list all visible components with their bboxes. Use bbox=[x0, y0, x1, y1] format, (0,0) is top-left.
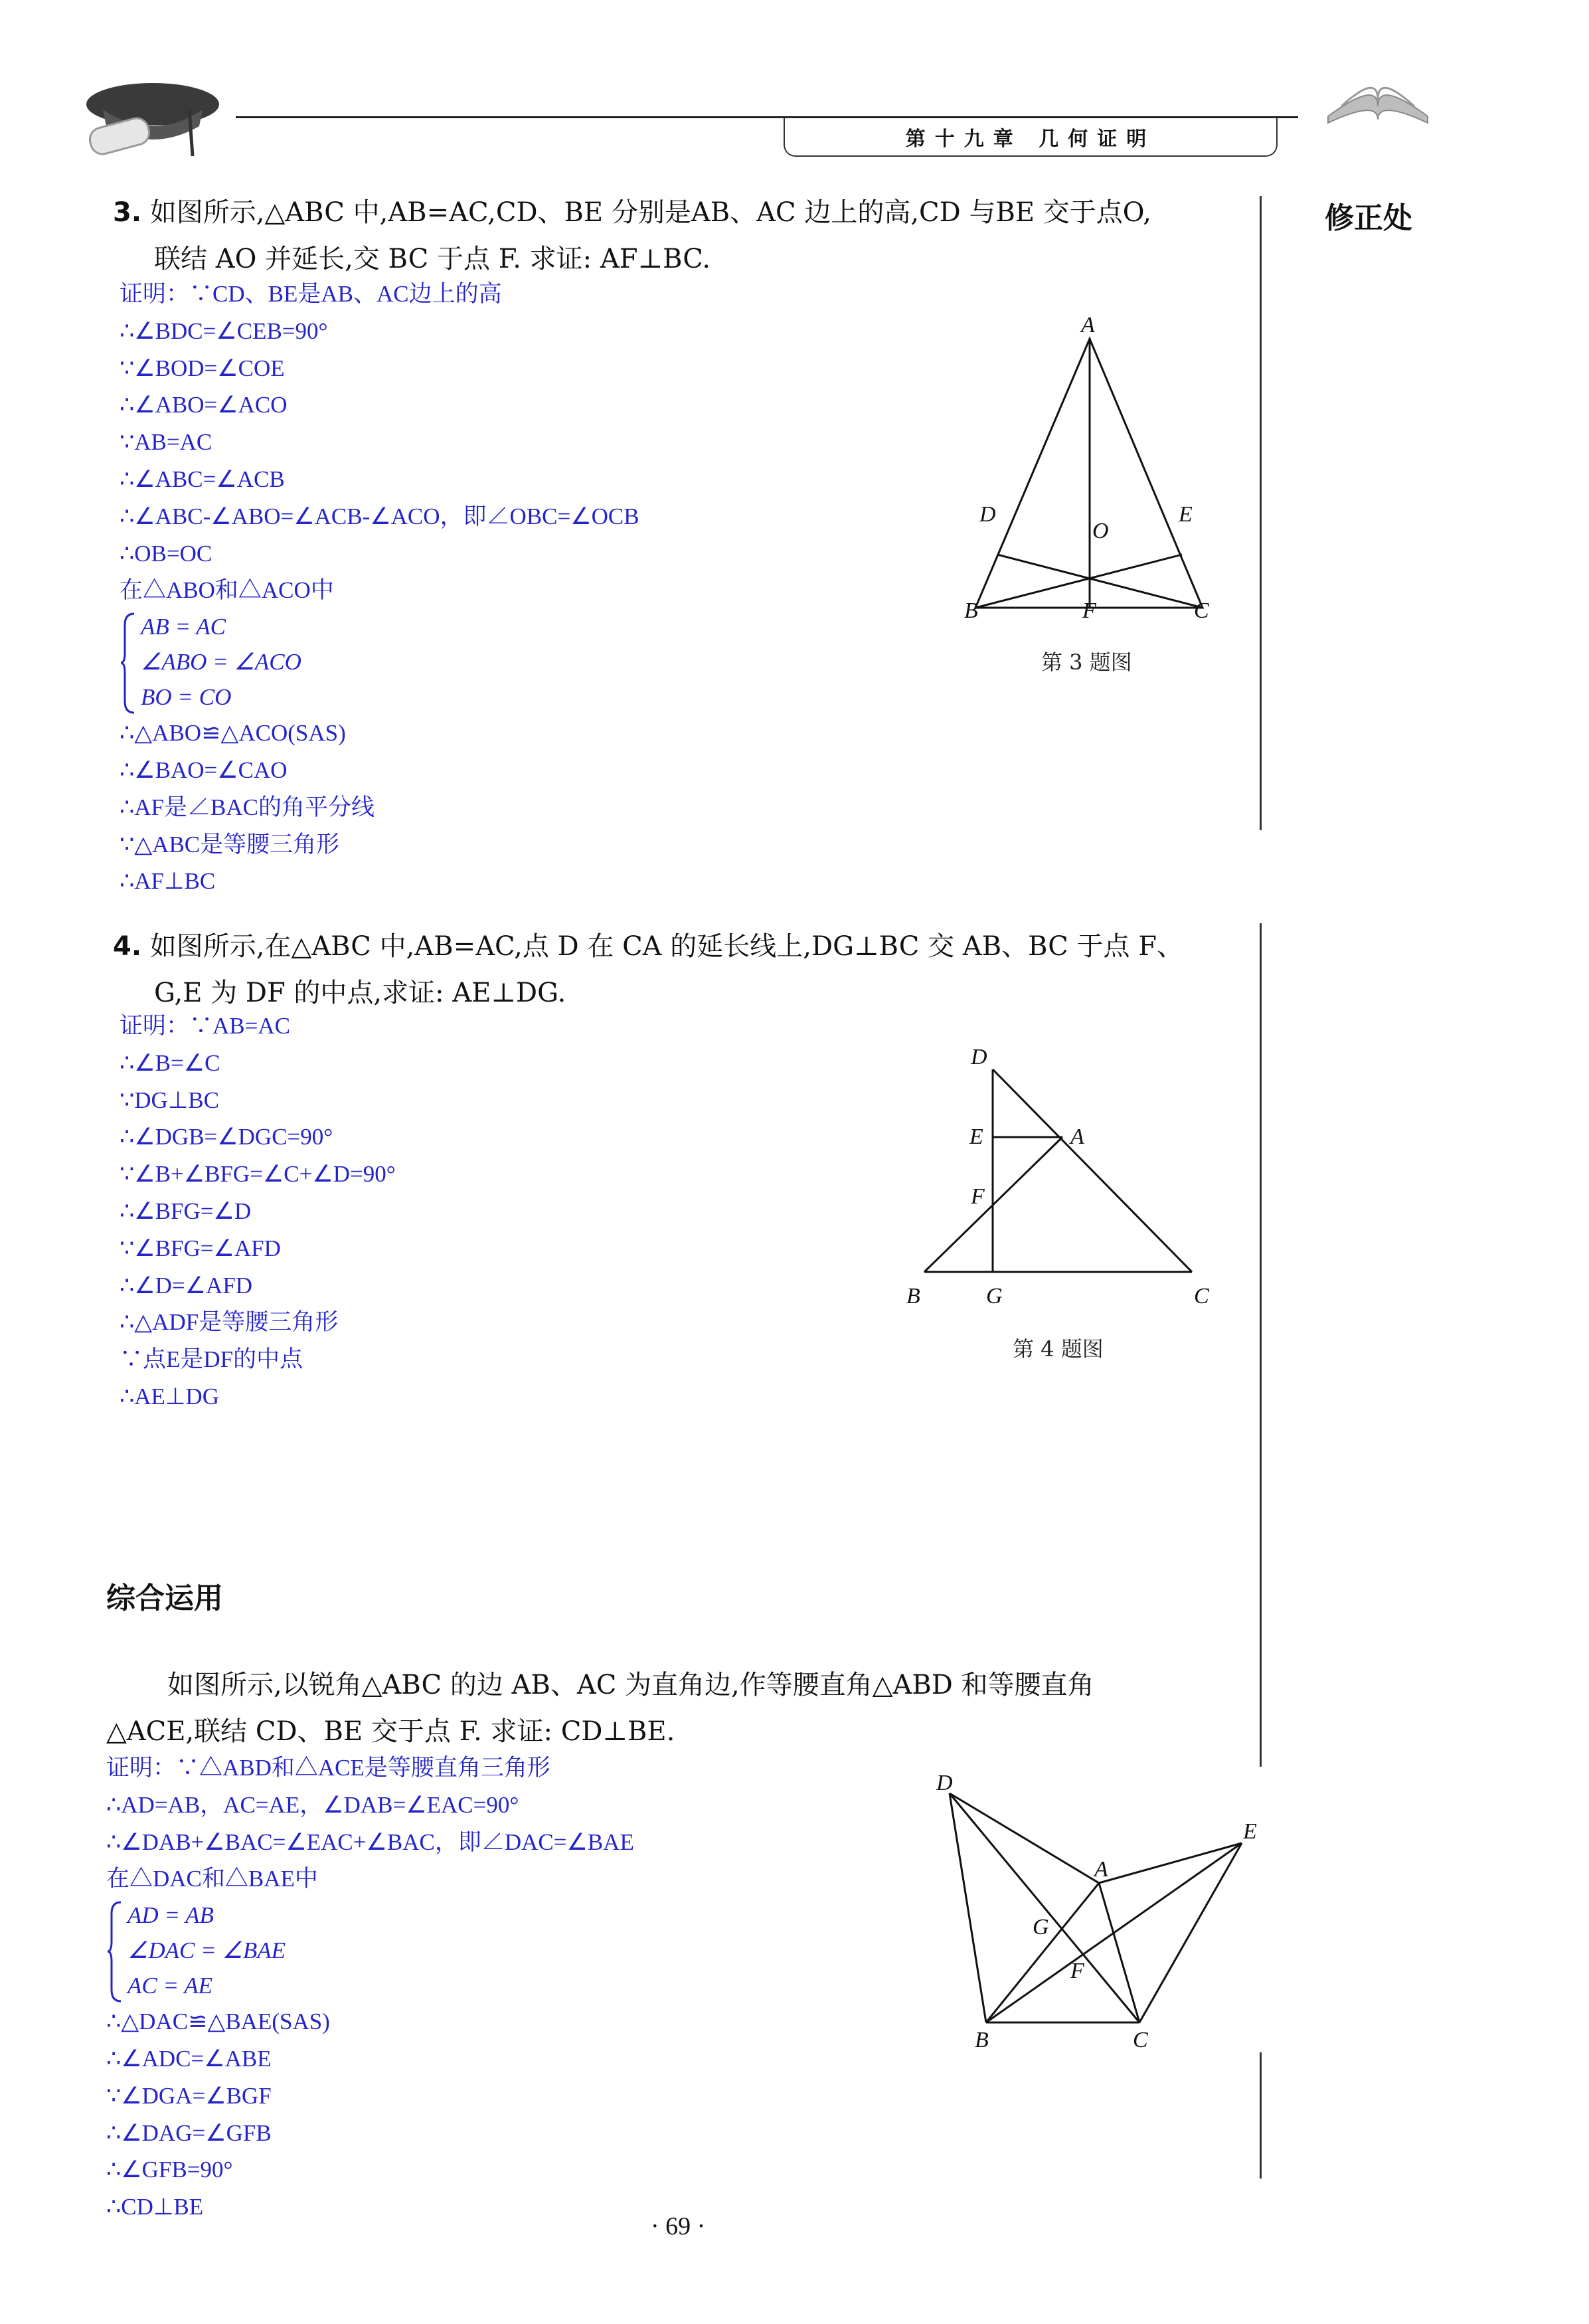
solution-line: ∴∠DAB+∠BAC=∠EAC+∠BAC，即∠DAC=∠BAE bbox=[106, 1829, 634, 1855]
section-problem-statement bbox=[106, 1662, 1255, 1755]
label-e: E bbox=[1179, 502, 1193, 527]
solution-line: ∴AD=AB，AC=AE，∠DAB=∠EAC=90° bbox=[106, 1791, 519, 1818]
problem-number: 4. bbox=[113, 931, 142, 962]
segment-dc bbox=[993, 1069, 1192, 1272]
solution-line: ∵∠BFG=∠AFD bbox=[120, 1235, 281, 1261]
label-b: B bbox=[964, 598, 978, 623]
solution-line: ∴OB=OC bbox=[120, 540, 212, 567]
solution-line: ∵DG⊥BC bbox=[120, 1087, 219, 1113]
figure-4-caption: 第 4 题图 bbox=[1013, 1336, 1104, 1362]
solution-line: ∵△ABC是等腰三角形 bbox=[120, 831, 340, 857]
chapter-title: 第十九章 几何证明 bbox=[784, 118, 1278, 157]
solution-line: ∴∠D=∠AFD bbox=[120, 1272, 253, 1298]
segment-ae bbox=[1099, 1843, 1242, 1883]
label-f: F bbox=[1082, 598, 1096, 623]
label-c: C bbox=[1194, 1284, 1209, 1308]
segment-be bbox=[975, 555, 1182, 608]
section-problem-line1: 如图所示,以锐角△ABC 的边 AB、AC 为直角边,作等腰直角△ABD 和等腰直角 bbox=[167, 1670, 1094, 1700]
problem-4-line2: G,E 为 DF 的中点,求证: AE⊥DG. bbox=[154, 978, 566, 1008]
problem-4-line1: 如图所示,在△ABC 中,AB=AC,点 D 在 CA 的延长线上,DG⊥BC 交 AB、BC 于点 F、 bbox=[149, 931, 1184, 962]
book-icon bbox=[1321, 66, 1434, 126]
solution-line: ∵∠BOD=∠COE bbox=[120, 355, 285, 381]
label-c: C bbox=[1194, 598, 1209, 623]
solution-line: ∴∠ABC=∠ACB bbox=[120, 466, 285, 492]
segment-cd bbox=[997, 555, 1203, 608]
segment-ec bbox=[1139, 1843, 1242, 2022]
solution-line: 证明：∵CD、BE是AB、AC边上的高 bbox=[120, 281, 502, 307]
solution-line: ∴AF⊥BC bbox=[120, 868, 216, 895]
label-c: C bbox=[1133, 2028, 1148, 2052]
solution-line: ∴CD⊥BE bbox=[106, 2194, 204, 2220]
problem-3-solution bbox=[120, 276, 639, 900]
label-b: B bbox=[906, 1284, 920, 1308]
margin-rule-middle bbox=[1260, 923, 1262, 1767]
segment-da bbox=[950, 1793, 1099, 1883]
label-b: B bbox=[975, 2028, 989, 2052]
solution-line: ∴∠DGB=∠DGC=90° bbox=[120, 1124, 333, 1150]
equation-system bbox=[106, 1898, 634, 2003]
section-title: 综合运用 bbox=[106, 1581, 223, 1615]
segment-dc bbox=[950, 1793, 1139, 2022]
problem-3-line2: 联结 AO 并延长,交 BC 于点 F. 求证: AF⊥BC. bbox=[154, 244, 711, 274]
label-f: F bbox=[971, 1184, 985, 1209]
segment-be bbox=[986, 1843, 1242, 2022]
section-problem-line2: △ACE,联结 CD、BE 交于点 F. 求证: CD⊥BE. bbox=[106, 1716, 675, 1747]
problem-number: 3. bbox=[113, 197, 142, 228]
section-solution bbox=[106, 1749, 634, 2226]
page-number: · 69 · bbox=[651, 2212, 706, 2240]
problem-3-line1: 如图所示,△ABC 中,AB=AC,CD、BE 分别是AB、AC 边上的高,CD 与BE 交于点O, bbox=[149, 197, 1151, 228]
label-f: F bbox=[1070, 1959, 1084, 1983]
system-line: ∠ABO = ∠ACO bbox=[141, 649, 301, 675]
label-a: A bbox=[1094, 1857, 1108, 1882]
problem-4-solution bbox=[120, 1008, 396, 1415]
problem-3-statement bbox=[113, 189, 1255, 282]
segment-db bbox=[950, 1793, 986, 2022]
margin-rule-bottom bbox=[1260, 2052, 1262, 2179]
system-line: AC = AE bbox=[127, 1973, 212, 1999]
solution-line: ∴△ABO≌△ACO(SAS) bbox=[120, 720, 346, 747]
solution-line: ∴AF是∠BAC的角平分线 bbox=[120, 794, 375, 820]
figure-4 bbox=[896, 1036, 1228, 1322]
segment-ac bbox=[1099, 1883, 1139, 2022]
label-d: D bbox=[979, 502, 996, 527]
label-o: O bbox=[1092, 519, 1109, 543]
label-g: G bbox=[986, 1284, 1003, 1308]
margin-rule-top bbox=[1260, 196, 1262, 830]
solution-line: ∴AE⊥DG bbox=[120, 1383, 219, 1409]
label-g: G bbox=[1033, 1915, 1049, 1939]
problem-4-statement bbox=[113, 923, 1255, 1016]
system-line: ∠DAC = ∠BAE bbox=[127, 1937, 286, 1964]
solution-line: ∴∠BAO=∠CAO bbox=[120, 757, 288, 783]
system-line: AD = AB bbox=[127, 1902, 214, 1929]
label-d: D bbox=[971, 1045, 987, 1069]
solution-line: 证明：∵△ABD和△ACE是等腰直角三角形 bbox=[106, 1755, 550, 1781]
solution-line: 证明：∵AB=AC bbox=[120, 1013, 290, 1039]
solution-line: ∴∠BDC=∠CEB=90° bbox=[120, 317, 328, 344]
solution-line: ∴∠ADC=∠ABE bbox=[106, 2045, 272, 2072]
figure-section bbox=[916, 1760, 1275, 2059]
solution-line: ∵∠B+∠BFG=∠C+∠D=90° bbox=[120, 1161, 396, 1188]
solution-line: 在△ABO和△ACO中 bbox=[120, 577, 334, 604]
label-e: E bbox=[969, 1124, 983, 1149]
figure-3 bbox=[956, 306, 1222, 638]
solution-line: ∴∠B=∠C bbox=[120, 1049, 220, 1076]
solution-line: ∴∠ABO=∠ACO bbox=[120, 392, 288, 418]
solution-line: ∵AB=AC bbox=[120, 429, 212, 456]
label-d: D bbox=[936, 1771, 953, 1795]
solution-line: ∴∠GFB=90° bbox=[106, 2157, 233, 2183]
equation-system bbox=[120, 609, 639, 715]
solution-line: ∴△DAC≌△BAE(SAS) bbox=[106, 2009, 330, 2035]
solution-line: ∴∠ABC-∠ABO=∠ACB-∠ACO，即∠OBC=∠OCB bbox=[120, 503, 639, 529]
correction-label: 修正处 bbox=[1325, 201, 1412, 235]
solution-line: ∵点E是DF的中点 bbox=[120, 1346, 303, 1373]
solution-line: ∵∠DGA=∠BGF bbox=[106, 2082, 272, 2109]
solution-line: ∴∠DAG=∠GFB bbox=[106, 2119, 272, 2146]
label-a: A bbox=[1070, 1124, 1084, 1149]
system-line: AB = AC bbox=[141, 614, 226, 640]
label-e: E bbox=[1243, 1819, 1257, 1844]
header-logo bbox=[76, 63, 229, 163]
figure-3-caption: 第 3 题图 bbox=[1041, 650, 1132, 675]
solution-line: 在△DAC和△BAE中 bbox=[106, 1866, 318, 1892]
system-line: BO = CO bbox=[141, 684, 232, 711]
solution-line: ∴△ADF是等腰三角形 bbox=[120, 1309, 339, 1336]
brace-icon bbox=[106, 1900, 124, 2003]
solution-line: ∴∠BFG=∠D bbox=[120, 1198, 252, 1224]
brace-icon bbox=[120, 612, 137, 715]
graduation-cap-icon bbox=[76, 63, 229, 163]
label-a: A bbox=[1081, 313, 1095, 337]
